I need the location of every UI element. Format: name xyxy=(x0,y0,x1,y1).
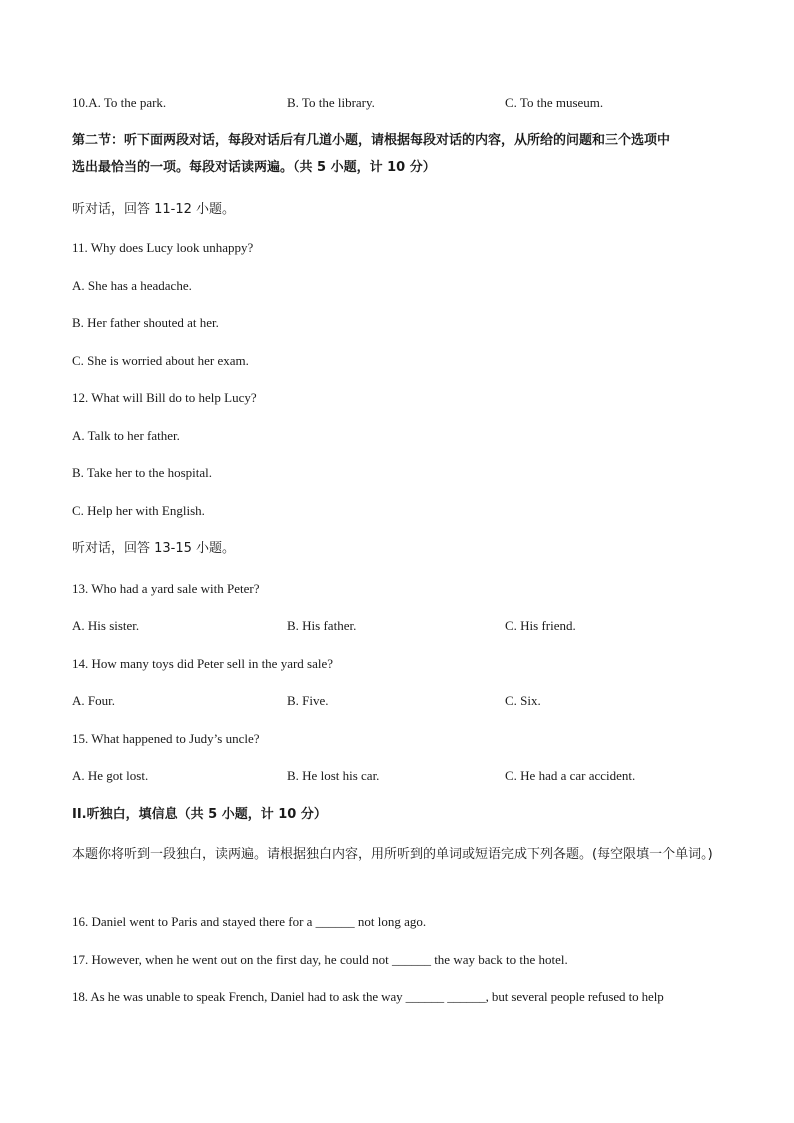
part2-instruction: 本题你将听到一段独白，读两遍。请根据独白内容，用所听到的单词或短语完成下列各题。(每空限填一个单词。) xyxy=(72,847,713,862)
instruction-13-15: 听对话，回答 13-15 小题。 xyxy=(72,541,236,556)
q11-option-c: C. She is worried about her exam. xyxy=(72,353,249,368)
q10-option-b: B. To the library. xyxy=(287,95,375,110)
q13-question: 13. Who had a yard sale with Peter? xyxy=(72,581,260,596)
q12-option-c: C. Help her with English. xyxy=(72,503,205,518)
q14-question: 14. How many toys did Peter sell in the yard sale? xyxy=(72,656,334,671)
q13-option-b: B. His father. xyxy=(287,618,357,633)
q14-option-a: A. Four. xyxy=(72,693,115,708)
q11-option-a: A. She has a headache. xyxy=(72,278,192,293)
q12-question: 12. What will Bill do to help Lucy? xyxy=(72,390,257,405)
q12-option-b: B. Take her to the hospital. xyxy=(72,465,213,480)
q10-option-c: C. To the museum. xyxy=(505,95,604,110)
q10-option-a: 10.A. To the park. xyxy=(72,95,167,110)
q14-option-c: C. Six. xyxy=(505,693,541,708)
q16-question: 16. Daniel went to Paris and stayed there for a ______ not long ago. xyxy=(72,914,427,929)
q14-option-b: B. Five. xyxy=(287,693,329,708)
q12-option-a: A. Talk to her father. xyxy=(72,428,180,443)
q13-option-a: A. His sister. xyxy=(72,618,140,633)
instruction-11-12: 听对话，回答 11-12 小题。 xyxy=(72,202,236,217)
q18-question: 18. As he was unable to speak French, Daniel had to ask the way ______ ______, but several people refused to help xyxy=(72,989,664,1004)
q17-question: 17. However, when he went out on the first day, he could not ______ the way back to the hotel. xyxy=(72,952,568,967)
part2-header: II.听独白，填信息（共 5 小题，计 10 分） xyxy=(72,807,327,822)
q15-option-c: C. He had a car accident. xyxy=(505,768,636,783)
section2-header-line1: 第二节：听下面两段对话，每段对话后有几道小题，请根据每段对话的内容，从所给的问题和三个选项中 xyxy=(72,133,671,148)
q13-option-c: C. His friend. xyxy=(505,618,576,633)
q11-option-b: B. Her father shouted at her. xyxy=(72,315,219,330)
q11-question: 11. Why does Lucy look unhappy? xyxy=(72,240,254,255)
q15-question: 15. What happened to Judy’s uncle? xyxy=(72,731,260,746)
section2-header-line2: 选出最恰当的一项。每段对话读两遍。（共 5 小题，计 10 分） xyxy=(72,160,436,175)
q15-option-b: B. He lost his car. xyxy=(287,768,380,783)
q15-option-a: A. He got lost. xyxy=(72,768,149,783)
